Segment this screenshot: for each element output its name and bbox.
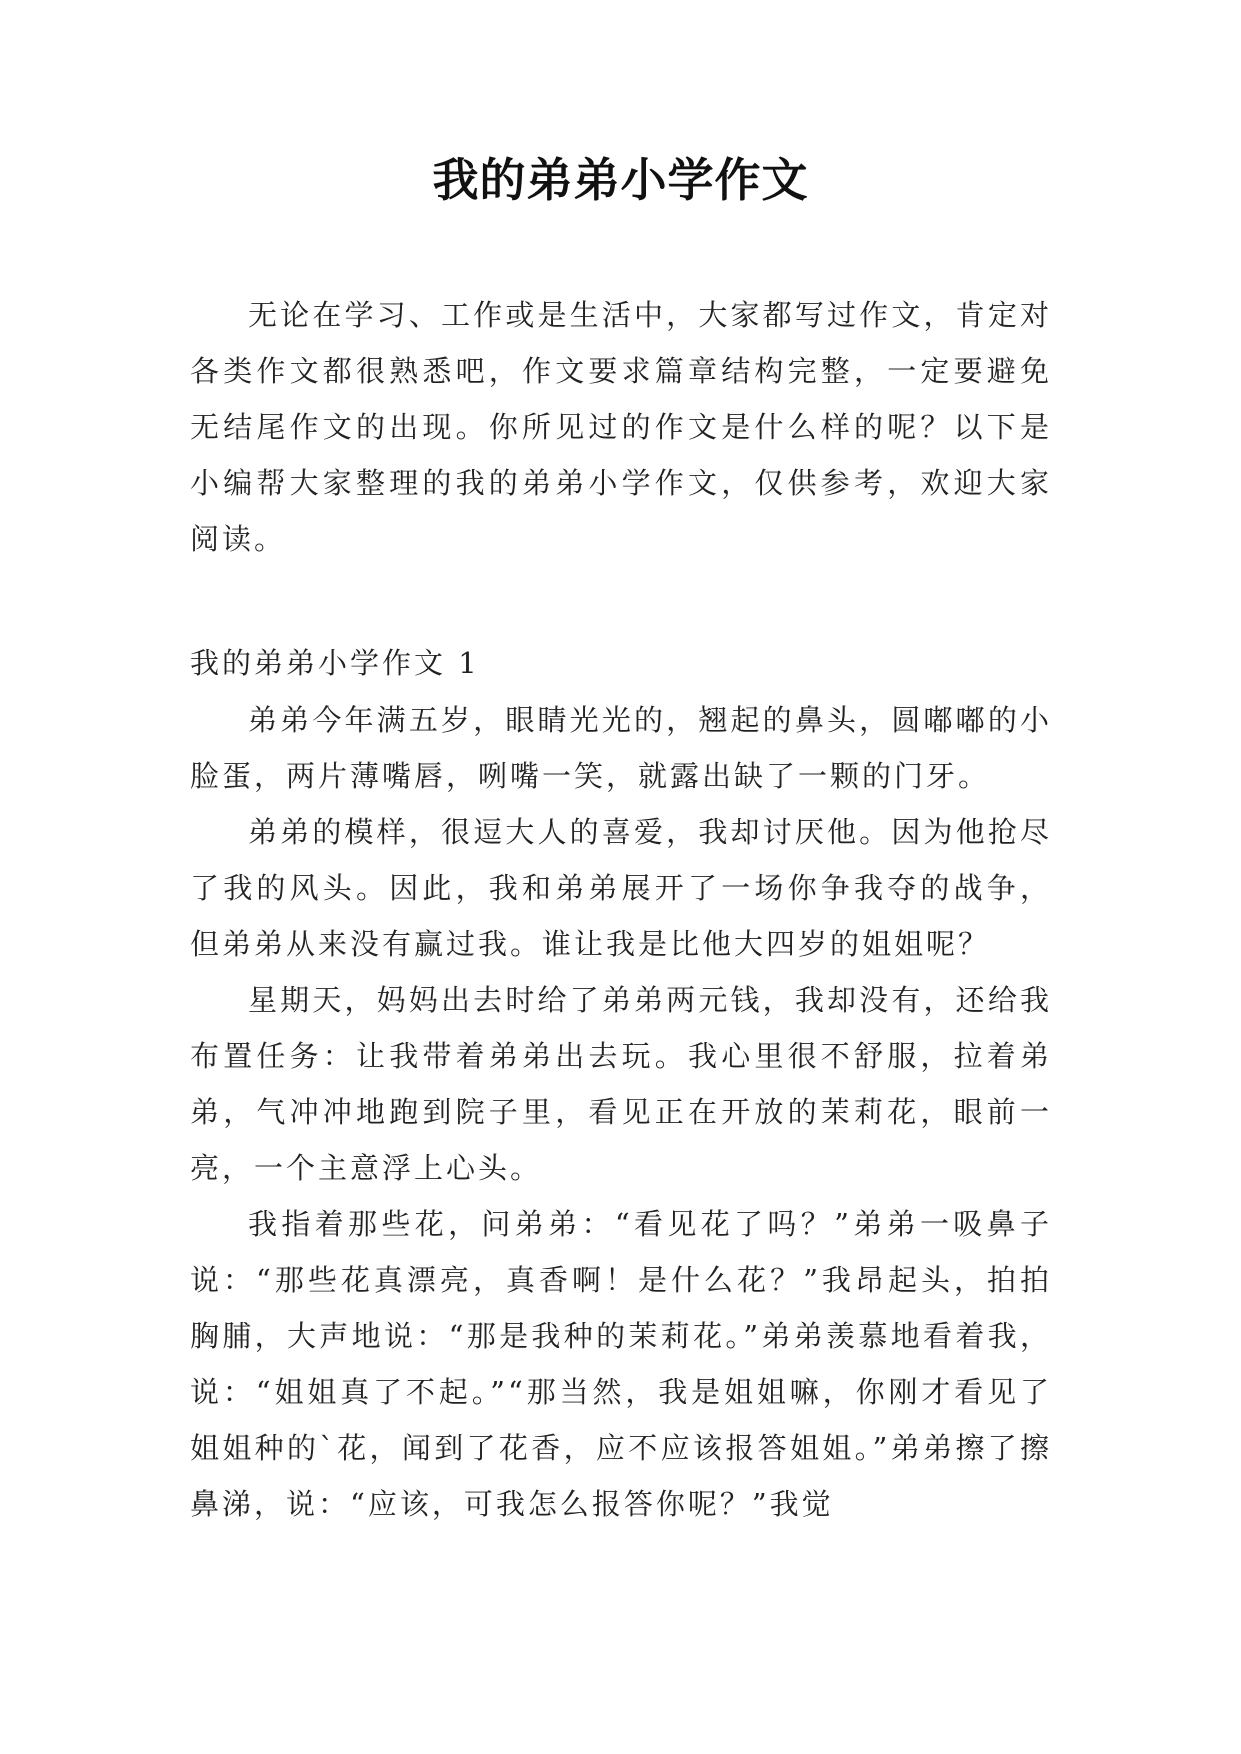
section-heading: 我的弟弟小学作文 1 xyxy=(190,646,480,680)
essay-paragraph-2: 弟弟的模样，很逗大人的喜爱，我却讨厌他。因为他抢尽了我的风头。因此，我和弟弟展开了一场你争我夺的战争，但弟弟从来没有赢过我。谁让我是比他大四岁的姐姐呢？ xyxy=(190,815,1052,961)
intro-block xyxy=(190,287,1052,567)
essay-section-1 xyxy=(190,635,1052,1532)
document-title: 我的弟弟小学作文 xyxy=(432,153,809,207)
essay-paragraph-4: 我指着那些花，问弟弟：“看见花了吗？”弟弟一吸鼻子说：“那些花真漂亮，真香啊！是什么花？”我昂起头，拍拍胸脯，大声地说：“那是我种的茉莉花。”弟弟羡慕地看着我，说：“姐姐真了不起。”“那当然，我是姐姐嘛，你刚才看见了姐姐种的`花，闻到了花香，应不应该报答姐姐。”弟弟擦了擦鼻涕，说：“应该，可我怎么报答你呢？”我觉 xyxy=(190,1207,1052,1521)
intro-paragraph: 无论在学习、工作或是生活中，大家都写过作文，肯定对各类作文都很熟悉吧，作文要求篇章结构完整，一定要避免无结尾作文的出现。你所见过的作文是什么样的呢？以下是小编帮大家整理的我的弟弟小学作文，仅供参考，欢迎大家阅读。 xyxy=(190,298,1052,556)
essay-paragraph-3: 星期天，妈妈出去时给了弟弟两元钱，我却没有，还给我布置任务：让我带着弟弟出去玩。我心里很不舒服，拉着弟弟，气冲冲地跑到院子里，看见正在开放的茉莉花，眼前一亮，一个主意浮上心头。 xyxy=(190,983,1052,1185)
essay-paragraph-1: 弟弟今年满五岁，眼睛光光的，翘起的鼻头，圆嘟嘟的小脸蛋，两片薄嘴唇，咧嘴一笑，就露出缺了一颗的门牙。 xyxy=(190,703,1052,793)
